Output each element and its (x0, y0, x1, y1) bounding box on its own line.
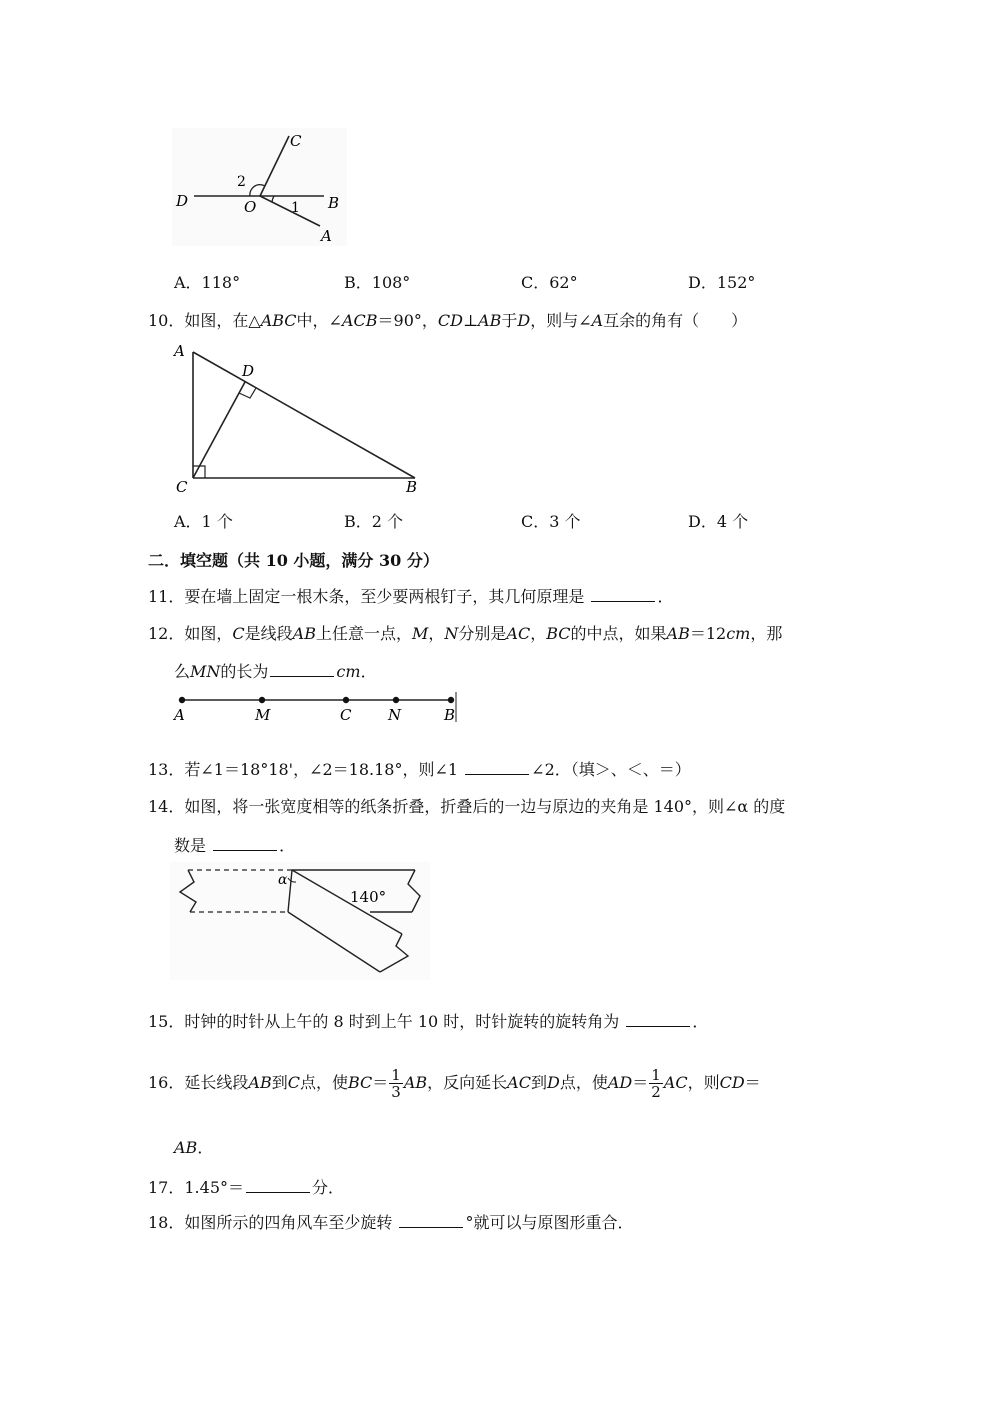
q11-number: 11． (148, 587, 185, 606)
q18-number: 18． (148, 1213, 185, 1232)
q10-label-d: D (242, 362, 255, 380)
q12-point-a (179, 697, 185, 703)
q12-number: 12． (148, 624, 185, 643)
q14-answer-blank[interactable] (213, 836, 277, 851)
q9-option-b: B．108° (344, 273, 411, 292)
q14-label-alpha: α (278, 872, 288, 888)
q16-fraction-one-half: $\frac{1}{2}$ (651, 1066, 661, 1101)
q17-number: 17． (148, 1178, 185, 1197)
q9-label-d: D (176, 192, 189, 210)
q12-point-m (259, 697, 265, 703)
q12-question-line2: 么MN的长为 cm． (174, 662, 377, 681)
q9-label-angle2: 2 (237, 174, 246, 190)
q9-label-o: O (244, 198, 257, 216)
q12-label-c: C (340, 706, 352, 724)
q10-option-c: C．3 个 (521, 512, 581, 531)
q10-option-a: A．1 个 (174, 512, 233, 531)
q10-option-d: D．4 个 (688, 512, 749, 531)
q17-question: 17．1.45°＝ 分． (148, 1178, 345, 1197)
q9-option-a: A．118° (174, 273, 241, 292)
q9-label-a: A (321, 227, 332, 245)
q12-question: 12．如图，C是线段AB上任意一点，M，N分别是AC，BC的中点，如果AB＝12cm，那 (148, 624, 783, 643)
q12-label-a: A (174, 706, 185, 724)
q16-number: 16． (148, 1073, 185, 1092)
q10-triangle-figure (170, 340, 425, 498)
q12-segment-figure (170, 690, 465, 726)
q12-answer-blank[interactable] (270, 662, 334, 677)
q10-question: 10．如图，在△ABC中，∠ACB＝90°，CD⊥AB于D，则与∠A互余的角有（ ） (148, 311, 748, 330)
q12-label-n: N (388, 706, 402, 724)
q13-answer-blank[interactable] (465, 760, 529, 775)
q9-option-c: C．62° (521, 273, 578, 292)
q13-question: 13．若∠1＝18°18'，∠2＝18.18°，则∠1 ∠2．（填＞、＜、＝） (148, 760, 691, 779)
q14-folded-strip-figure (170, 862, 430, 980)
section-title: 二．填空题（共 10 小题，满分 30 分） (148, 551, 439, 570)
q10-option-b: B．2 个 (344, 512, 404, 531)
q10-label-a: A (174, 342, 185, 360)
q13-number: 13． (148, 760, 185, 779)
q12-point-n (393, 697, 399, 703)
q15-number: 15． (148, 1012, 185, 1031)
q14-label-angle: 140° (350, 888, 387, 906)
q10-label-b: B (406, 478, 418, 496)
q10-label-c: C (176, 478, 188, 496)
q16-fraction-one-third: $\frac{1}{3}$ (391, 1066, 401, 1101)
q14-question: 14．如图，将一张宽度相等的纸条折叠，折叠后的一边与原边的夹角是 140°，则∠α 的度 (148, 797, 786, 816)
q9-label-angle1: 1 (291, 200, 300, 216)
q11-answer-blank[interactable] (591, 587, 655, 602)
q18-answer-blank[interactable] (399, 1213, 463, 1228)
q16-question-line2: AB． (174, 1138, 214, 1157)
q14-number: 14． (148, 797, 185, 816)
q16-question: 16．延长线段AB到C点，使BC＝ $\frac{1}{3}$ AB，反向延长AC到D点，使AD＝ $\frac{1}{2}$ AC，则CD＝ (148, 1066, 761, 1101)
q12-point-c (343, 697, 349, 703)
q9-label-c: C (290, 132, 302, 150)
q12-label-b: B (444, 706, 456, 724)
q17-answer-blank[interactable] (246, 1178, 310, 1193)
q18-question: 18．如图所示的四角风车至少旋转 °就可以与原图形重合． (148, 1213, 634, 1232)
q12-point-b (448, 697, 454, 703)
q9-angle-figure (172, 128, 347, 246)
q11-question: 11．要在墙上固定一根木条，至少要两根钉子，其几何原理是 ． (148, 587, 674, 606)
q9-label-b: B (328, 194, 340, 212)
q14-question-line2: 数是 ． (174, 836, 296, 855)
q15-answer-blank[interactable] (626, 1012, 690, 1027)
q15-question: 15．时钟的时针从上午的 8 时到上午 10 时，时针旋转的旋转角为 ． (148, 1012, 709, 1031)
q10-number: 10． (148, 311, 185, 330)
q12-label-m: M (255, 706, 271, 724)
q9-option-d: D．152° (688, 273, 756, 292)
